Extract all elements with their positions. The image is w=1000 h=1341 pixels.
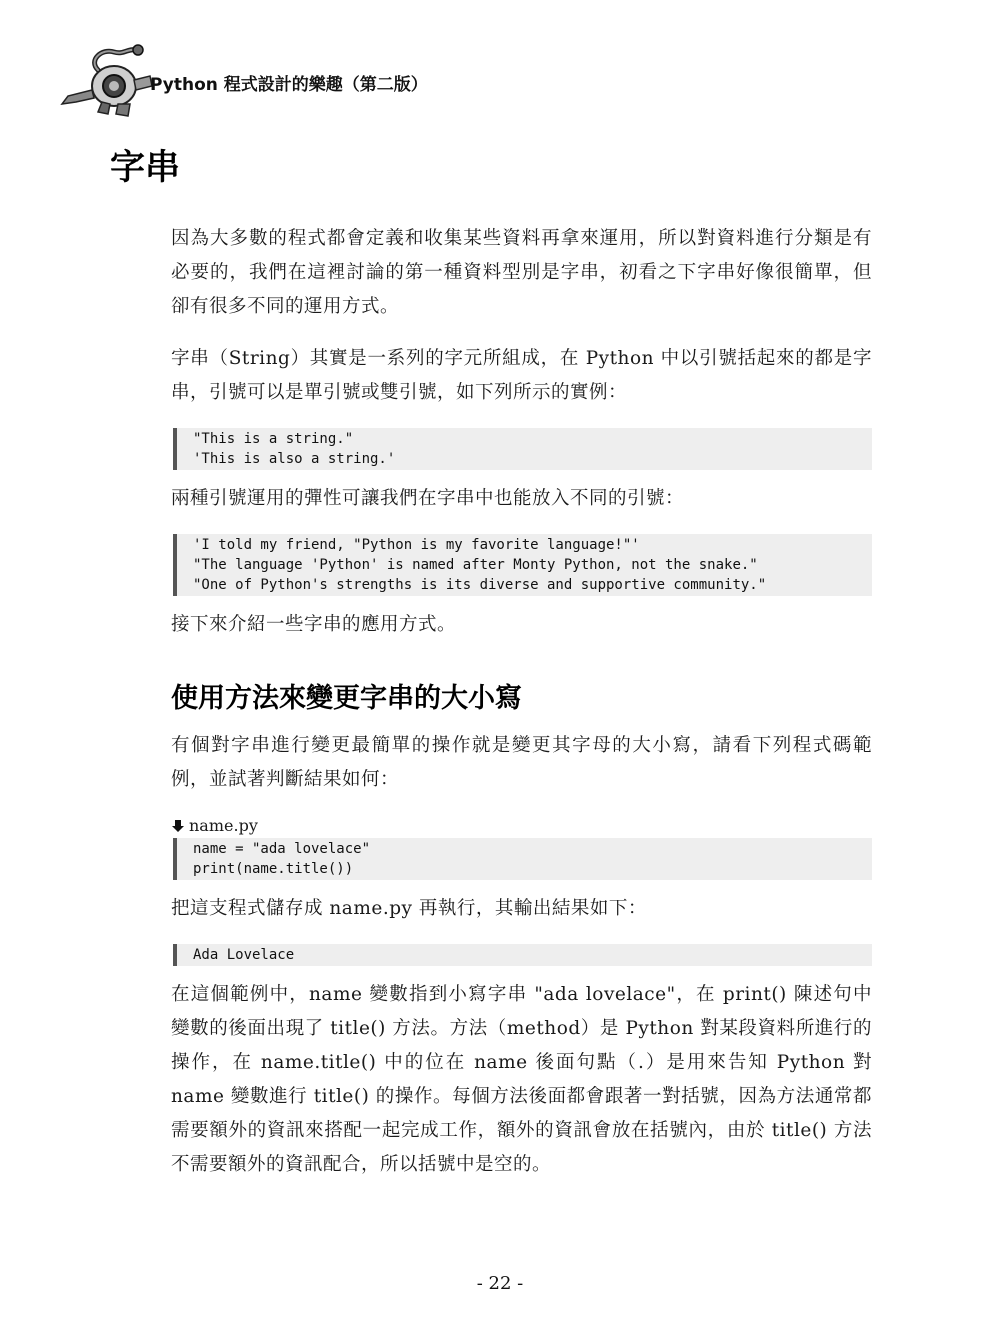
- paragraph-case-intro: 有個對字串進行變更最簡單的操作就是變更其字母的大小寫，請看下列程式碼範例，並試著判斷結果如何：: [171, 735, 872, 790]
- code-line: 'I told my friend, "Python is my favorite language!"': [193, 537, 640, 553]
- code-line: "One of Python's strengths is its diverse and supportive community.": [193, 577, 767, 593]
- paragraph-next-intro: 接下來介紹一些字串的應用方式。: [171, 614, 457, 635]
- code-block-quote-examples: [173, 534, 872, 596]
- python-robot-mascot-icon: [58, 40, 154, 118]
- code-line: 'This is also a string.': [193, 451, 396, 467]
- page-content: [171, 222, 872, 1200]
- code-block-output: [173, 944, 872, 966]
- section-title: 使用方法來變更字串的大小寫: [171, 683, 522, 714]
- page-header: [58, 40, 478, 120]
- paragraph-explanation: 在這個範例中，name 變數指到小寫字串 "ada lovelace"，在 print() 陳述句中變數的後面出現了 title() 方法。方法（method）是 Python 對某段資料所進行的操作，在 name.title() 中的位在 name 後面句點（.）是用來告知 Python 對 name 變數進行 title() 的操作。每個方法後面都會跟著一對括號，因為方法通常都需要額外的資訊來搭配一起完成工作，額外的資訊會放在括號內，由於 title() 方法不需要額外的資訊配合，所以括號中是空的。: [171, 984, 872, 1175]
- code-block-string-examples: [173, 428, 872, 470]
- file-name: name.py: [189, 816, 258, 835]
- download-arrow-icon: [171, 819, 185, 833]
- paragraph-intro: 因為大多數的程式都會定義和收集某些資料再拿來運用，所以對資料進行分類是有必要的，我們在這裡討論的第一種資料型別是字串，初看之下字串好像很簡單，但卻有很多不同的運用方式。: [171, 228, 872, 317]
- paragraph-string-definition: 字串（String）其實是一系列的字元所組成，在 Python 中以引號括起來的都是字串，引號可以是單引號或雙引號，如下列所示的實例：: [171, 348, 872, 403]
- code-line: "This is a string.": [193, 431, 354, 447]
- code-line: name = "ada lovelace": [193, 841, 371, 857]
- code-line: Ada Lovelace: [193, 947, 295, 963]
- code-line: print(name.title()): [193, 861, 354, 877]
- chapter-title: 字串: [110, 148, 181, 188]
- paragraph-save-run: 把這支程式儲存成 name.py 再執行，其輸出結果如下：: [171, 898, 647, 919]
- code-block-name-py: [173, 838, 872, 880]
- file-label: [171, 815, 872, 837]
- book-title: Python 程式設計的樂趣（第二版）: [150, 75, 428, 95]
- paragraph-quotes-flexibility: 兩種引號運用的彈性可讓我們在字串中也能放入不同的引號：: [171, 488, 685, 509]
- page-number: - 22 -: [476, 1273, 524, 1294]
- code-line: "The language 'Python' is named after Monty Python, not the snake.": [193, 557, 758, 573]
